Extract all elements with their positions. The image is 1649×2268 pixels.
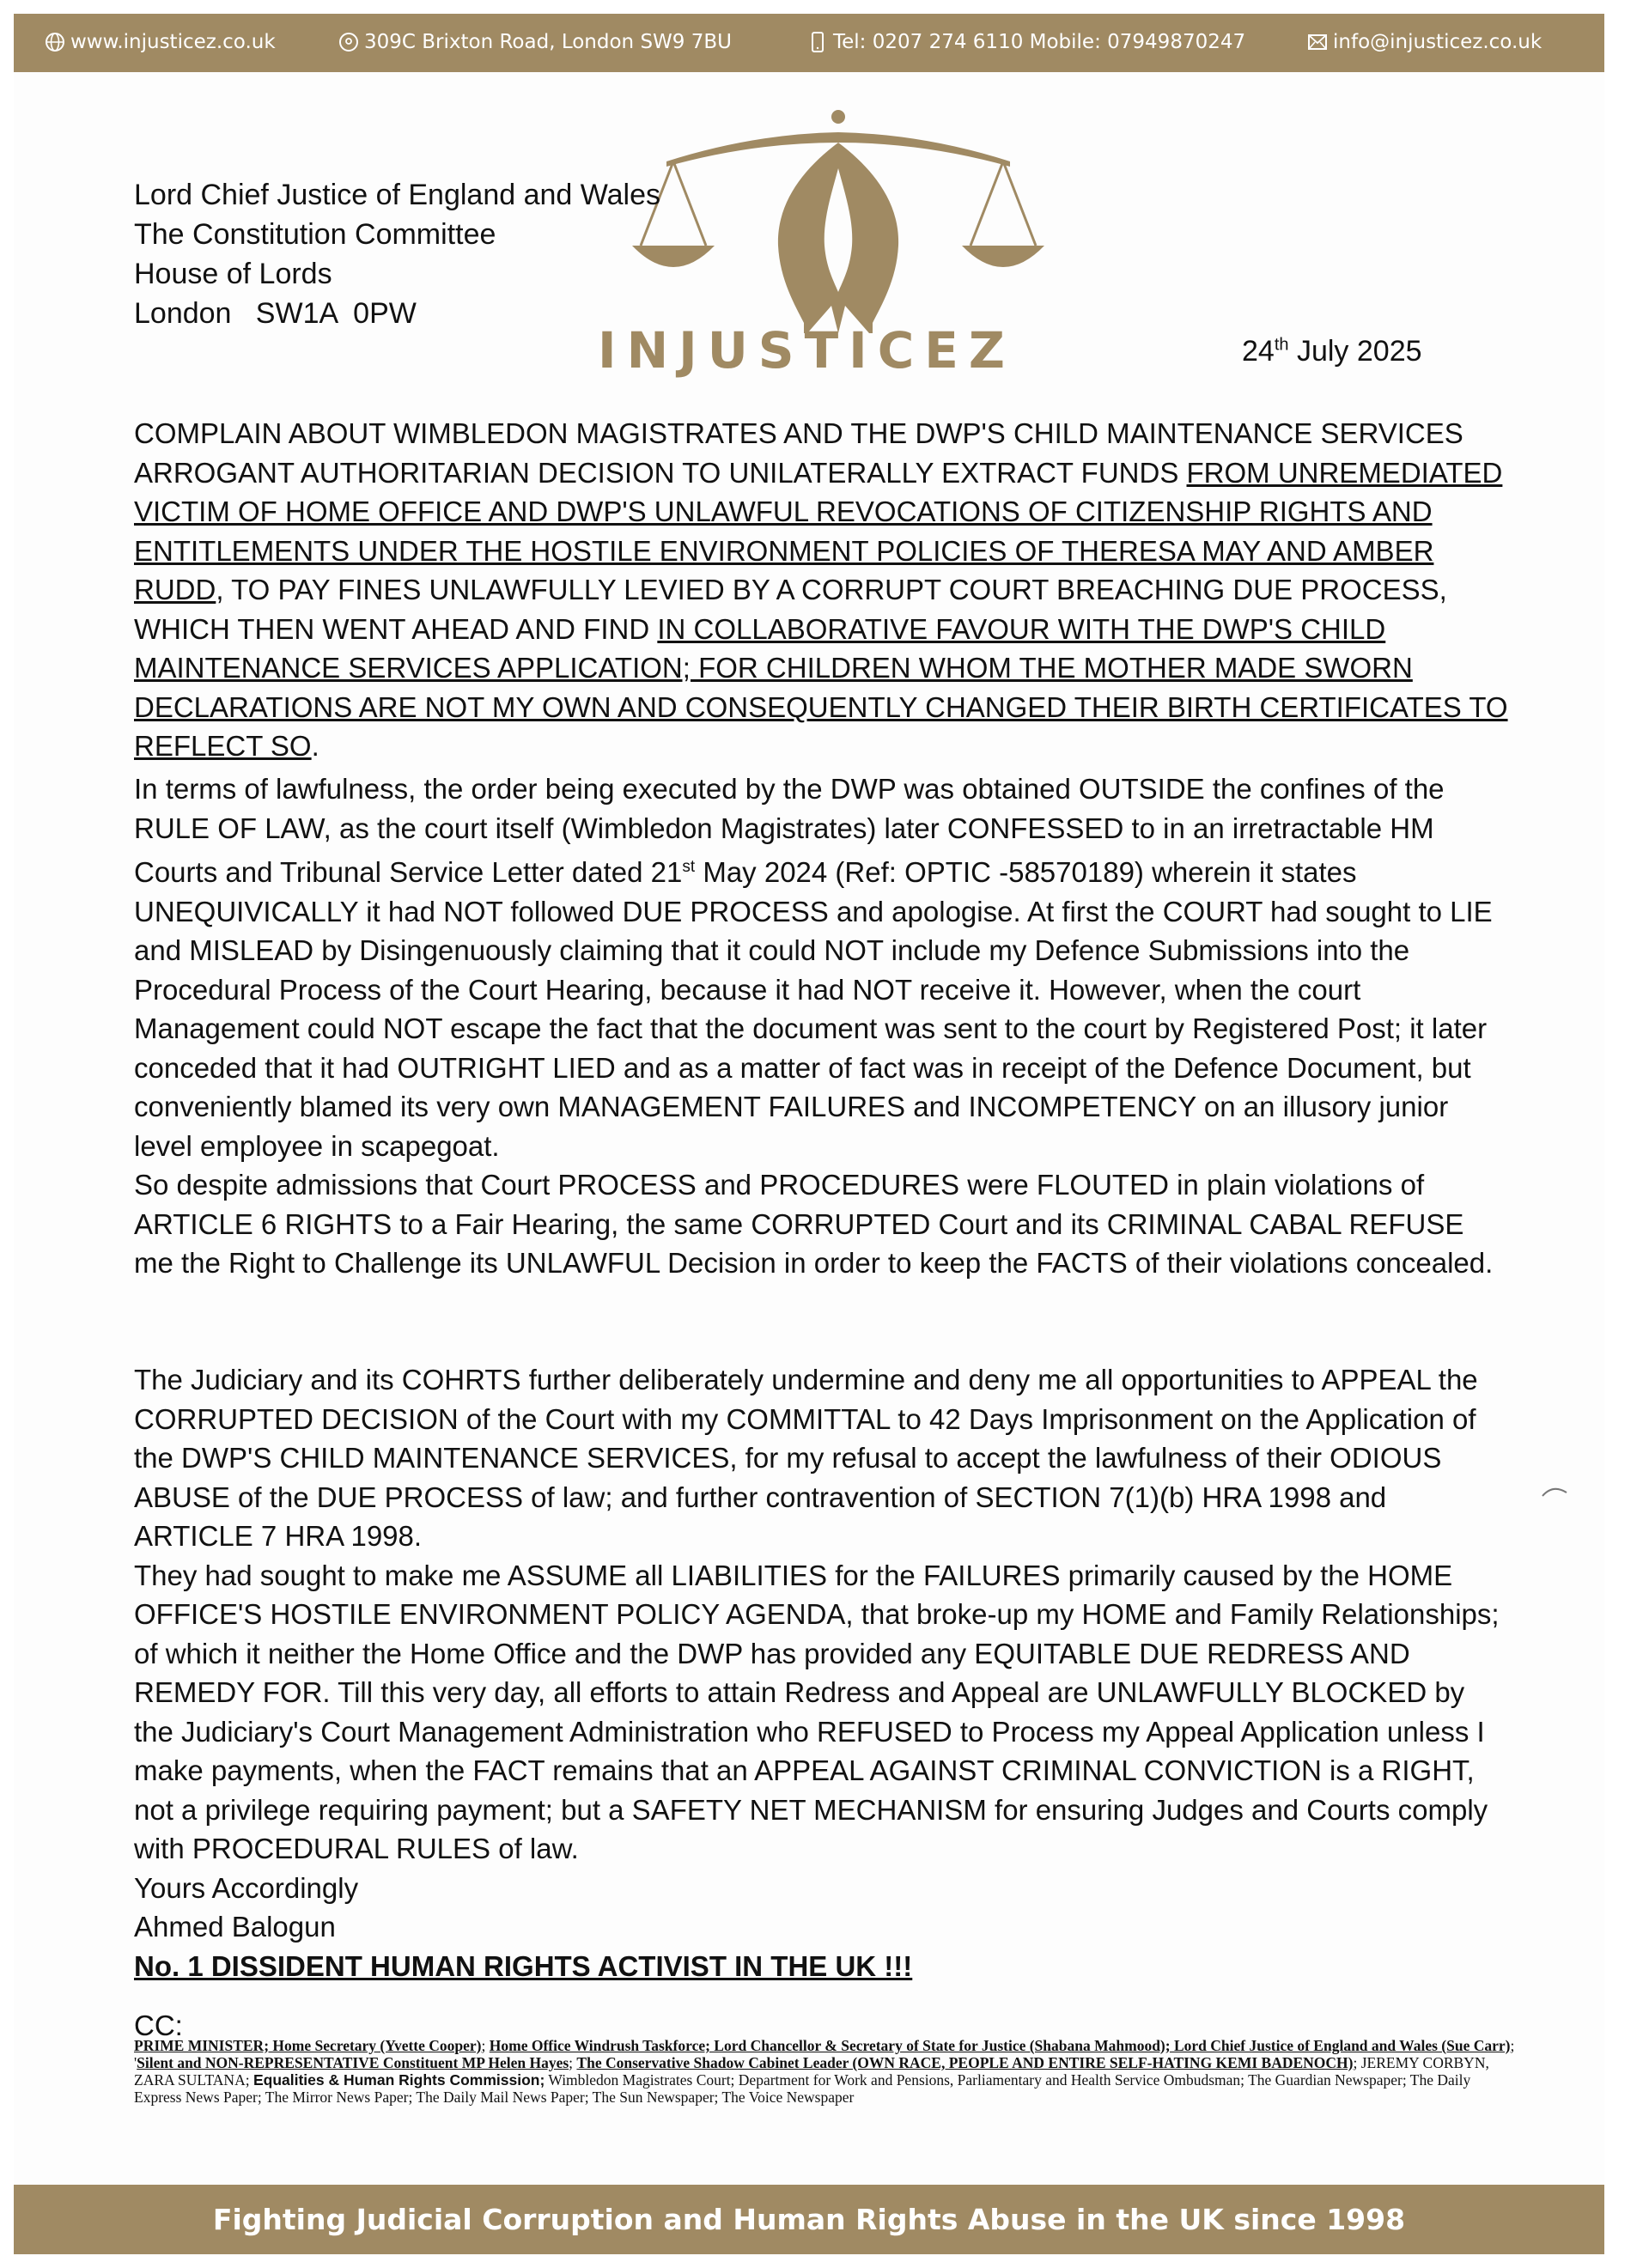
header-phone — [807, 31, 1245, 53]
date-rest: July 2025 — [1288, 335, 1422, 368]
recipient-address — [134, 175, 660, 333]
signature-title: No. 1 DISSIDENT HUMAN RIGHTS ACTIVIST IN THE UK !!! — [134, 1949, 913, 1982]
cc-recipients — [134, 2037, 1517, 2106]
cc-entry: Equalities & Human Rights Commission; — [253, 2071, 545, 2089]
underlined-text-run: IN COLLABORATIVE FAVOUR WITH THE DWP'S CHILD MAINTENANCE SERVICES APPLICATION; FOR CHILDREN WHOM THE MOTHER MADE SWORN DECLARATIONS ARE NOT MY OWN AND CONSEQUENTLY CHANGED THEIR BIRTH CERTIFICATES TO REFLECT SO — [134, 612, 1508, 762]
header-website[interactable] — [45, 31, 276, 53]
text-run: May 2024 (Ref: OPTIC -58570189) wherein it states UNEQUIVICALLY it had NOT followed DUE PROCESS and apologise. At first the COURT had sought to LIE and MISLEAD by Disingenuously claiming that it could NOT include my Defence Submissions into the Procedural Process of the Court Hearing, because it had NOT receive it. However, when the court Management could NOT escape the fact that the document was sent to the court by Registered Post; it later conceded that it had OUTRIGHT LIED and as a matter of fact was in receipt of the Defence Document, but conveniently blamed its very own MANAGEMENT FAILURES and INCOMPETENCY on an illusory junior level employee in scapegoat. — [134, 856, 1493, 1162]
header-email[interactable] — [1307, 31, 1542, 53]
phone-icon — [807, 32, 828, 52]
date-day: 24 — [1242, 335, 1275, 368]
cc-sep: ; — [481, 2037, 490, 2054]
closing-line: Yours Accordingly — [134, 1871, 359, 1904]
complaint-heading-paragraph — [134, 414, 1508, 766]
recipient-line: House of Lords — [134, 258, 332, 290]
signature-name: Ahmed Balogun — [134, 1911, 336, 1943]
date-suffix: th — [1274, 335, 1289, 355]
text-run: They had sought to make me ASSUME all LIABILITIES for the FAILURES primarily caused by the HOME OFFICE'S HOSTILE ENVIRONMENT POLICY AGENDA, that broke-up my HOME and Family Relationships; of which it neither the Home Office and the DWP has provided any EQUITABLE DUE REDRESS AND REMEDY FOR. Till this very day, all efforts to attain Redress and Appeal are UNLAWFULLY BLOCKED by the Judiciary's Court Management Administration who REFUSED to Process my Appeal Application unless I make payments, when the FACT remains that an APPEAL AGAINST CRIMINAL CONVICTION is a RIGHT, not a privilege requiring payment; but a SAFETY NET MECHANISM for ensuring Judges and Courts comply with PROCEDURAL RULES of law. — [134, 1559, 1500, 1864]
lawfulness-paragraph — [134, 769, 1508, 1283]
cc-entry: PRIME MINISTER; Home Secretary (Yvette Cooper) — [134, 2037, 482, 2054]
website-text: www.injusticez.co.uk — [70, 31, 276, 53]
header-address — [338, 31, 732, 53]
cc-label: CC: — [134, 2010, 183, 2041]
cc-entry: Silent and NON-REPRESENTATIVE Constituent MP Helen Hayes — [137, 2054, 569, 2071]
stray-mark — [1541, 1482, 1570, 1499]
cc-entry: Wimbledon Magistrates Court; Department for Work and Pensions, Parliamentary and Health Service Ombudsman; The Guardian Newspaper; The Daily Express News Paper; The Mirror News Paper; The Daily Mail News Paper; The Sun Newspaper; The Voice Newspaper — [134, 2071, 1471, 2106]
letter-date — [1242, 335, 1422, 368]
globe-icon — [45, 32, 65, 52]
footer-bar — [14, 2185, 1604, 2254]
letter-page — [14, 14, 1604, 2254]
text-run: So despite admissions that Court PROCESS and PROCEDURES were FLOUTED in plain violations of ARTICLE 6 RIGHTS to a Fair Hearing, the same CORRUPTED Court and its CRIMINAL CABAL REFUSE me the Right to Challenge its UNLAWFUL Decision in order to keep the FACTS of their violations concealed. — [134, 1169, 1494, 1279]
text-run: . — [311, 730, 319, 762]
cc-sep: ; — [569, 2054, 577, 2071]
judiciary-paragraph — [134, 1360, 1508, 1985]
recipient-line: London SW1A 0PW — [134, 297, 417, 330]
cc-entry: Home Office Windrush Taskforce; Lord Chancellor & Secretary of State for Justice (Shabana Mahmood); Lord Chief Justice of England and Wales (Sue Carr) — [489, 2037, 1511, 2054]
text-run: , TO PAY FINES UNLAWFULLY LEVIED BY A CORRUPT COURT BREACHING DUE PROCESS, WHICH THEN WENT AHEAD AND FIND — [134, 574, 1447, 645]
header-bar — [14, 14, 1604, 72]
text-run: The Judiciary and its COHRTS further deliberately undermine and deny me all opportunities to APPEAL the CORRUPTED DECISION of the Court with my COMMITTAL to 42 Days Imprisonment on the Application of the DWP'S CHILD MAINTENANCE SERVICES, for my refusal to accept the lawfulness of their ODIOUS ABUSE of the DUE PROCESS of law; and further contravention of SECTION 7(1)(b) HRA 1998 and ARTICLE 7 HRA 1998. — [134, 1364, 1478, 1552]
footer-slogan: Fighting Judicial Corruption and Human Rights Abuse in the UK since 1998 — [212, 2203, 1406, 2236]
superscript: st — [682, 858, 696, 876]
cc-entry: ; JEREMY CORBYN, ZARA SULTANA; — [134, 2054, 1489, 2089]
text-run: In terms of lawfulness, the order being executed by the DWP was obtained OUTSIDE the confines of the RULE OF LAW, as the court itself (Wimbledon Magistrates) later CONFESSED to in an irretractable HM Courts and Tribunal Service Letter dated 21 — [134, 773, 1445, 888]
recipient-line: Lord Chief Justice of England and Wales — [134, 179, 660, 211]
phone-text: Tel: 0207 274 6110 Mobile: 07949870247 — [833, 31, 1246, 53]
email-text: info@injusticez.co.uk — [1333, 31, 1543, 53]
location-pin-icon — [338, 32, 359, 52]
cc-sep: ; ' — [134, 2037, 1515, 2071]
logo-wordmark: INJUSTICEZ — [598, 321, 1015, 380]
cc-entry: The Conservative Shadow Cabinet Leader (OWN RACE, PEOPLE AND ENTIRE SELF-HATING KEMI BADENOCH) — [576, 2054, 1354, 2071]
recipient-line: The Constitution Committee — [134, 218, 496, 251]
envelope-icon — [1307, 32, 1328, 52]
underlined-text-run: FROM UNREMEDIATED VICTIM OF HOME OFFICE AND DWP'S UNLAWFUL REVOCATIONS OF CITIZENSHIP RIGHTS AND ENTITLEMENTS UNDER THE HOSTILE ENVIRONMENT POLICIES OF THERESA MAY AND AMBER RUDD — [134, 456, 1503, 605]
text-run: COMPLAIN ABOUT WIMBLEDON MAGISTRATES AND THE DWP'S CHILD MAINTENANCE SERVICES ARROGANT AUTHORITARIAN DECISION TO UNILATERALLY EXTRACT FUNDS — [134, 417, 1463, 489]
address-text: 309C Brixton Road, London SW9 7BU — [364, 31, 732, 53]
